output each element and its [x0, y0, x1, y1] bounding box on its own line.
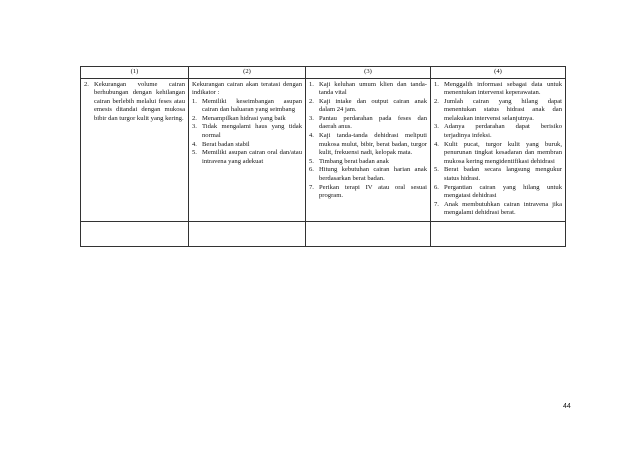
item-text: Memiliki asupan cairan oral dan/atau intravena yang adekuat: [202, 149, 302, 165]
table-row: [81, 79, 566, 222]
diagnosis-number: 2.: [84, 80, 89, 88]
item-number: 3.: [192, 123, 197, 131]
item-number: 3.: [434, 123, 439, 131]
list-item: [192, 141, 302, 150]
list-item: [309, 115, 427, 132]
empty-row: [81, 222, 566, 247]
item-number: 5.: [434, 166, 439, 174]
header-col-4: (4): [431, 67, 566, 79]
list-item: [192, 123, 302, 140]
list-item: [309, 132, 427, 158]
list-item: [309, 81, 427, 98]
list-item: [309, 98, 427, 115]
diagnosis-text: Kekurangan volume cairan berhubungan dengan kehilangan cairan berlebih melalui feses atau emesis ditandai dengan mukosa bibir dan turgor kulit yang kering.: [94, 80, 185, 122]
item-number: 6.: [309, 166, 314, 174]
list-item: [192, 115, 302, 124]
rationale-list: [434, 81, 562, 219]
diagnosis-cell: [81, 79, 189, 222]
empty-cell: [81, 222, 189, 247]
item-number: 1.: [434, 80, 439, 88]
goal-cell: [189, 79, 306, 222]
item-text: Kaji keluhan umum klien dan tanda-tanda vital: [319, 80, 427, 97]
list-item: [309, 166, 427, 183]
item-text: Menampilkan hidrasi yang baik: [202, 114, 286, 122]
list-item: [434, 201, 562, 218]
item-text: Memiliki keseimbangan asupan cairan dan haluaran yang seimbang: [202, 97, 302, 114]
item-number: 4.: [434, 140, 439, 148]
item-text: Kulit pucat, turgor kulit yang buruk, penurunan tingkat kesadaran dan membran mukosa kering mengidentifikasi dehidrasi: [444, 140, 562, 165]
intervention-cell: [306, 79, 431, 222]
header-col-2: (2): [189, 67, 306, 79]
header-row: [81, 67, 566, 79]
item-text: Pantau perdarahan pada feses dan daerah anus.: [319, 114, 427, 131]
item-text: Hitung kebutuhan cairan harian anak berdasarkan berat badan.: [319, 166, 427, 183]
rationale-cell: [431, 79, 566, 222]
item-number: 4.: [309, 132, 314, 140]
item-text: Pergantian cairan yang hilang untuk mengatasi dehidrasi: [444, 183, 562, 200]
list-item: [434, 141, 562, 167]
item-text: Berat badan stabil: [202, 140, 250, 148]
item-number: 5.: [192, 149, 197, 157]
item-text: Jumlah cairan yang hilang dapat menentukan status hidrasi anak dan melakukan intervensi selanjutnya.: [444, 97, 562, 122]
item-text: Timbang berat badan anak: [319, 157, 389, 165]
empty-cell: [189, 222, 306, 247]
item-number: 2.: [192, 114, 197, 122]
list-item: [192, 149, 302, 166]
intervention-list: [309, 81, 427, 201]
item-number: 1.: [192, 97, 197, 105]
item-text: Menggalih informasi sebagai data untuk menentukan intervensi keperawatan.: [444, 80, 562, 97]
item-number: 3.: [309, 114, 314, 122]
care-plan-table: [80, 66, 566, 247]
list-item: [434, 184, 562, 201]
item-number: 2.: [434, 97, 439, 105]
list-item: [434, 81, 562, 98]
item-number: 7.: [309, 183, 314, 191]
item-number: 1.: [309, 80, 314, 88]
list-item: [434, 166, 562, 183]
goal-list: [192, 98, 302, 167]
item-number: 2.: [309, 97, 314, 105]
item-text: Kaji tanda-tanda dehidrasi meliputi mukosa mulut, bibir, berat badan, turgor kulit, frekuensi nadi, kelopak mata.: [319, 132, 427, 157]
list-item: [309, 184, 427, 201]
list-item: [192, 98, 302, 115]
empty-cell: [431, 222, 566, 247]
item-number: 7.: [434, 200, 439, 208]
header-col-3: (3): [306, 67, 431, 79]
list-item: [434, 98, 562, 124]
item-text: Tidak mengalami haus yang tidak normal: [202, 123, 302, 140]
item-number: 6.: [434, 183, 439, 191]
item-number: 5.: [309, 157, 314, 165]
list-item: [434, 123, 562, 140]
item-text: Berat badan secara langsung mengukur status hidrasi.: [444, 166, 562, 183]
page-number: 44: [563, 403, 571, 410]
list-item: [309, 158, 427, 167]
item-text: Kaji intake dan output cairan anak dalam 24 jam.: [319, 97, 427, 114]
item-text: Perikan terapi IV atau oral sesuai program.: [319, 183, 427, 200]
header-col-1: (1): [81, 67, 189, 79]
empty-cell: [306, 222, 431, 247]
goal-intro: Kekurangan cairan akan teratasi dengan indikator :: [192, 80, 302, 97]
item-number: 4.: [192, 140, 197, 148]
item-text: Adanya perdarahan dapat berisiko terjadinya infeksi.: [444, 123, 562, 140]
item-text: Anak membutuhkan cairan intravena jika mengalami dehidrasi berat.: [444, 200, 562, 217]
